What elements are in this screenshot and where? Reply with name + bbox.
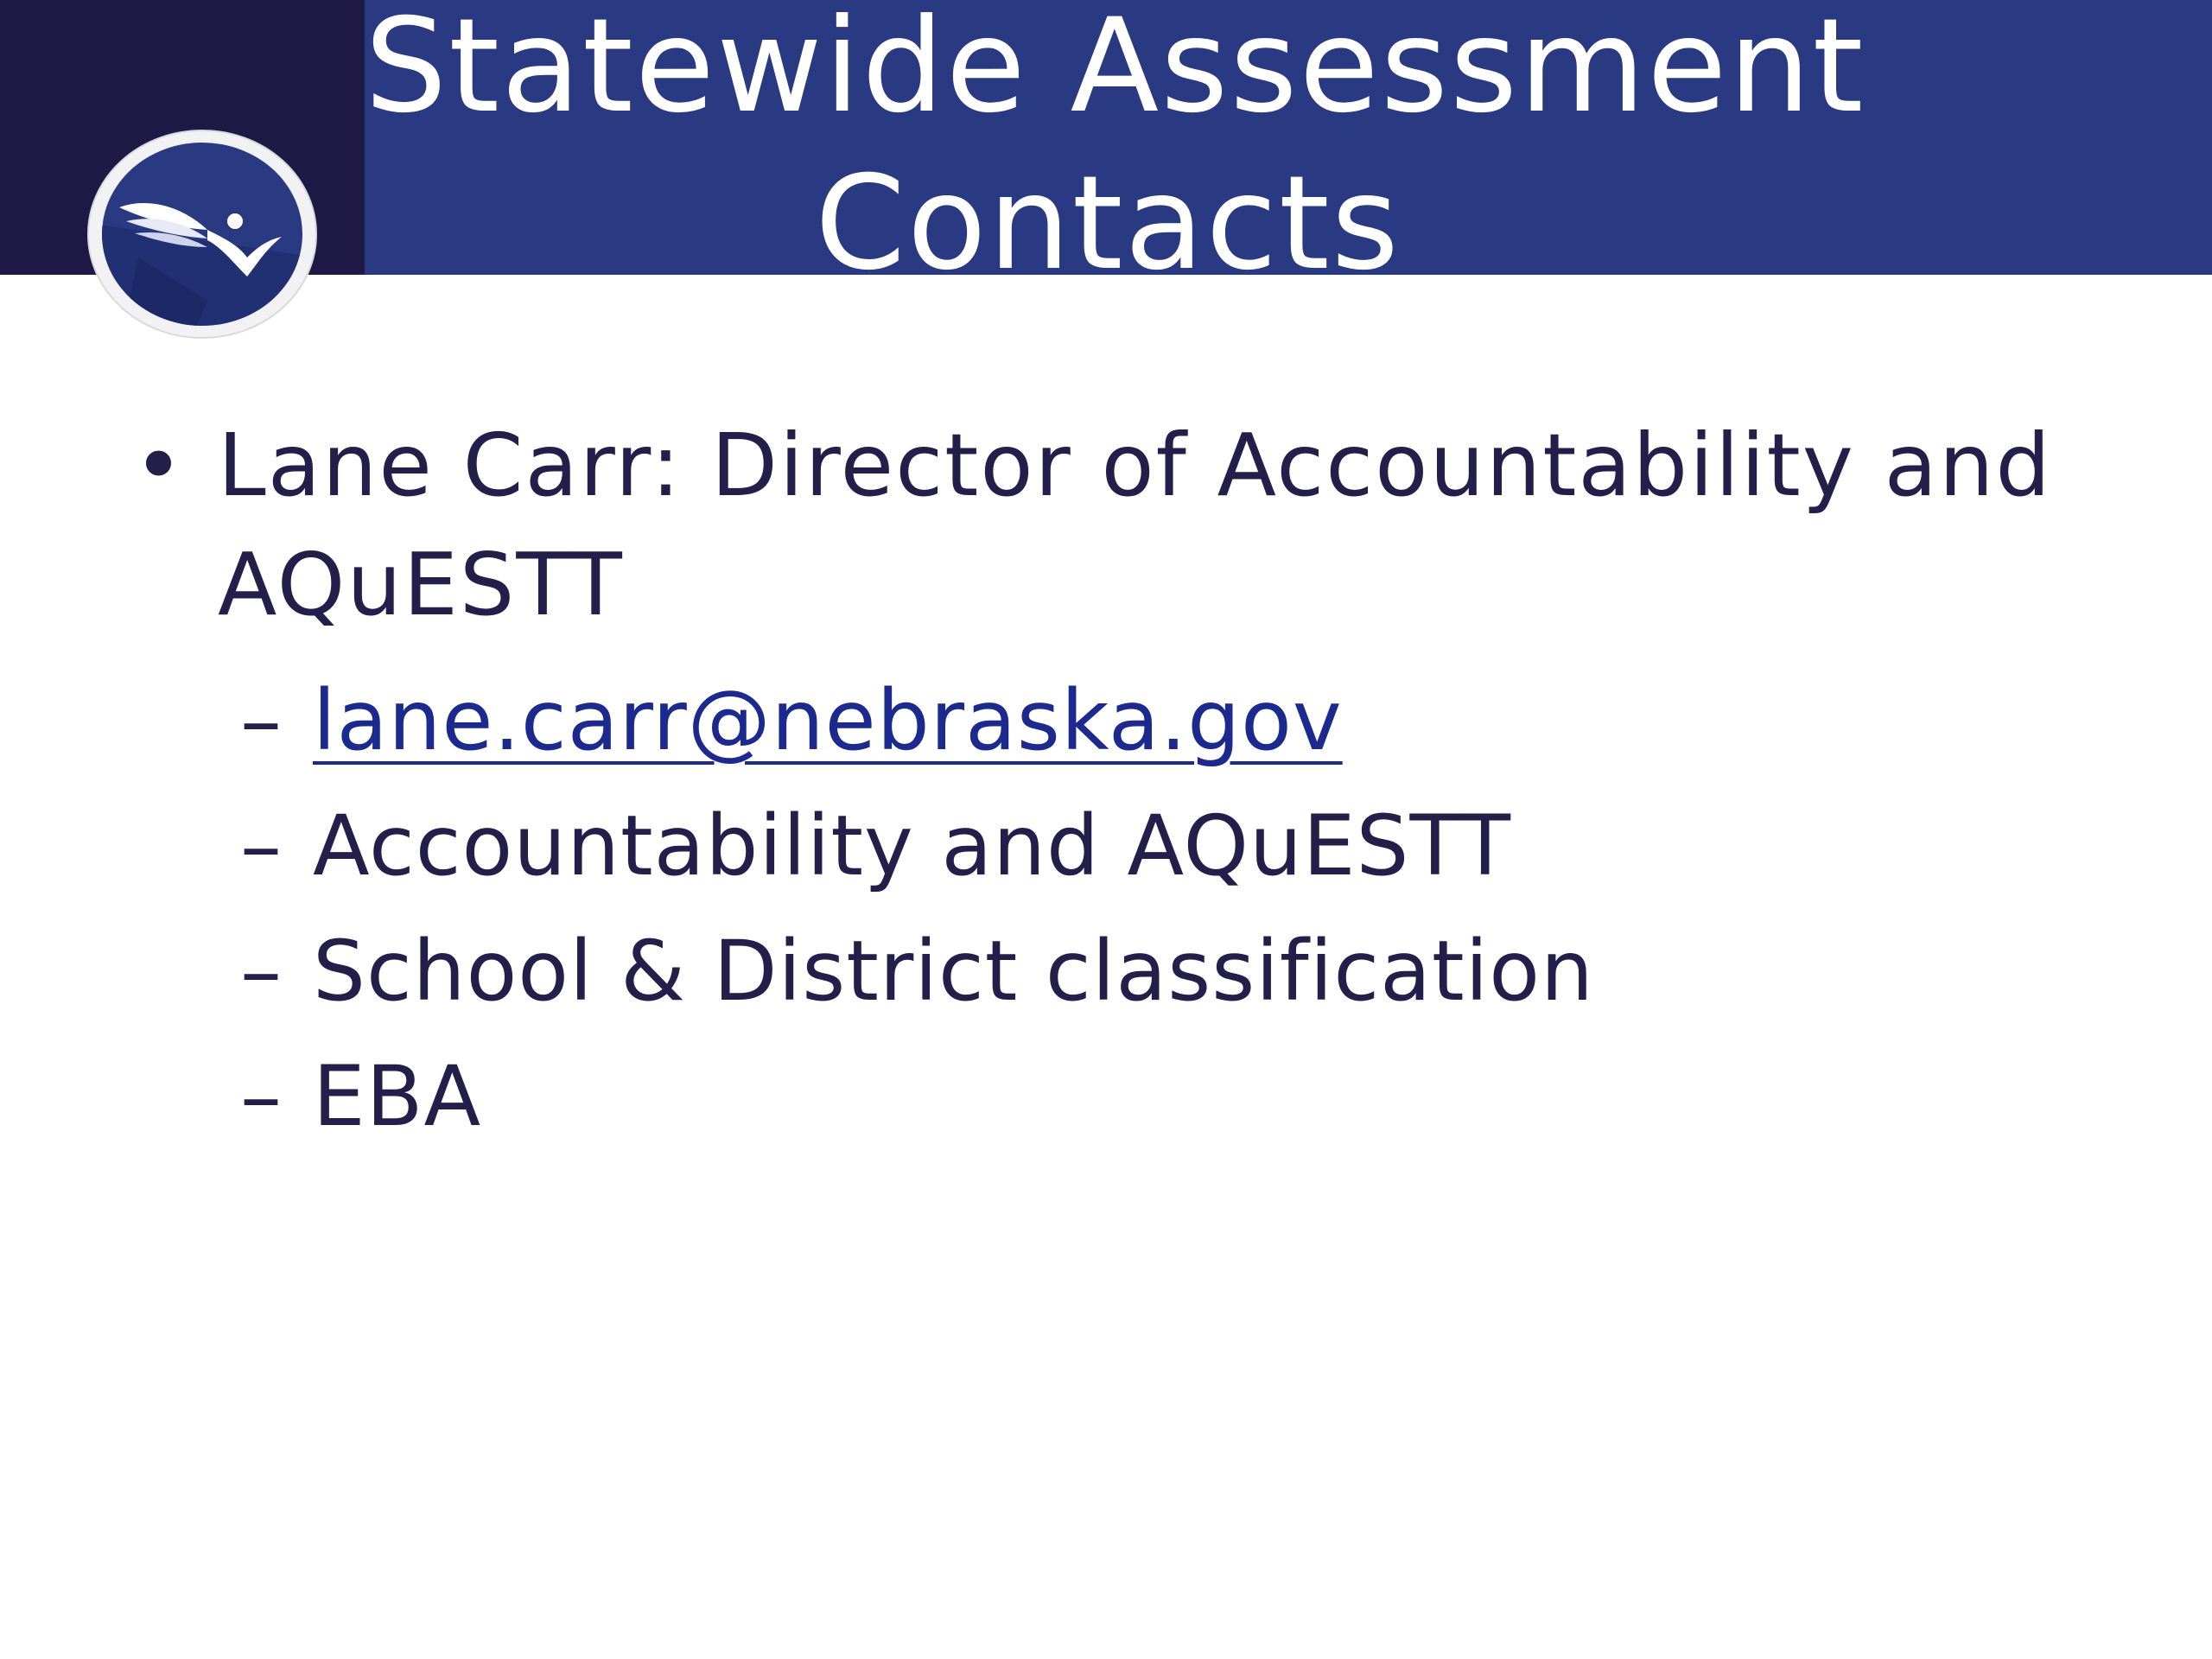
dash-marker: – (240, 798, 283, 894)
slide-title-line-2: Contacts (815, 149, 1401, 299)
list-item-responsibility-classification (240, 909, 2117, 1034)
contact-bullet (130, 406, 2117, 645)
bullet-marker: • (133, 415, 186, 516)
dash-marker: – (240, 1048, 283, 1145)
list-item-responsibility-accountability (240, 784, 2117, 909)
list-item-responsibility-eba (240, 1034, 2117, 1160)
nebraska-education-seal-icon (86, 128, 318, 340)
dash-marker: – (240, 923, 283, 1020)
slide-title (365, 0, 1866, 302)
contact-details-list (130, 658, 2117, 1160)
list-item-email (240, 658, 2117, 784)
slide-title-line-1: Statewide Assessment (365, 0, 1866, 142)
slide-content (130, 406, 2117, 1160)
list-item-text: EBA (313, 1048, 482, 1145)
email-link[interactable]: lane.carr@nebraska.gov (313, 672, 1343, 769)
list-item-text: School & District classification (313, 923, 1594, 1020)
contact-name-title: Lane Carr: Director of Accountability and AQuESTT (218, 415, 2052, 635)
list-item-text: Accountability and AQuESTT (313, 798, 1512, 894)
dash-marker: – (240, 672, 283, 769)
